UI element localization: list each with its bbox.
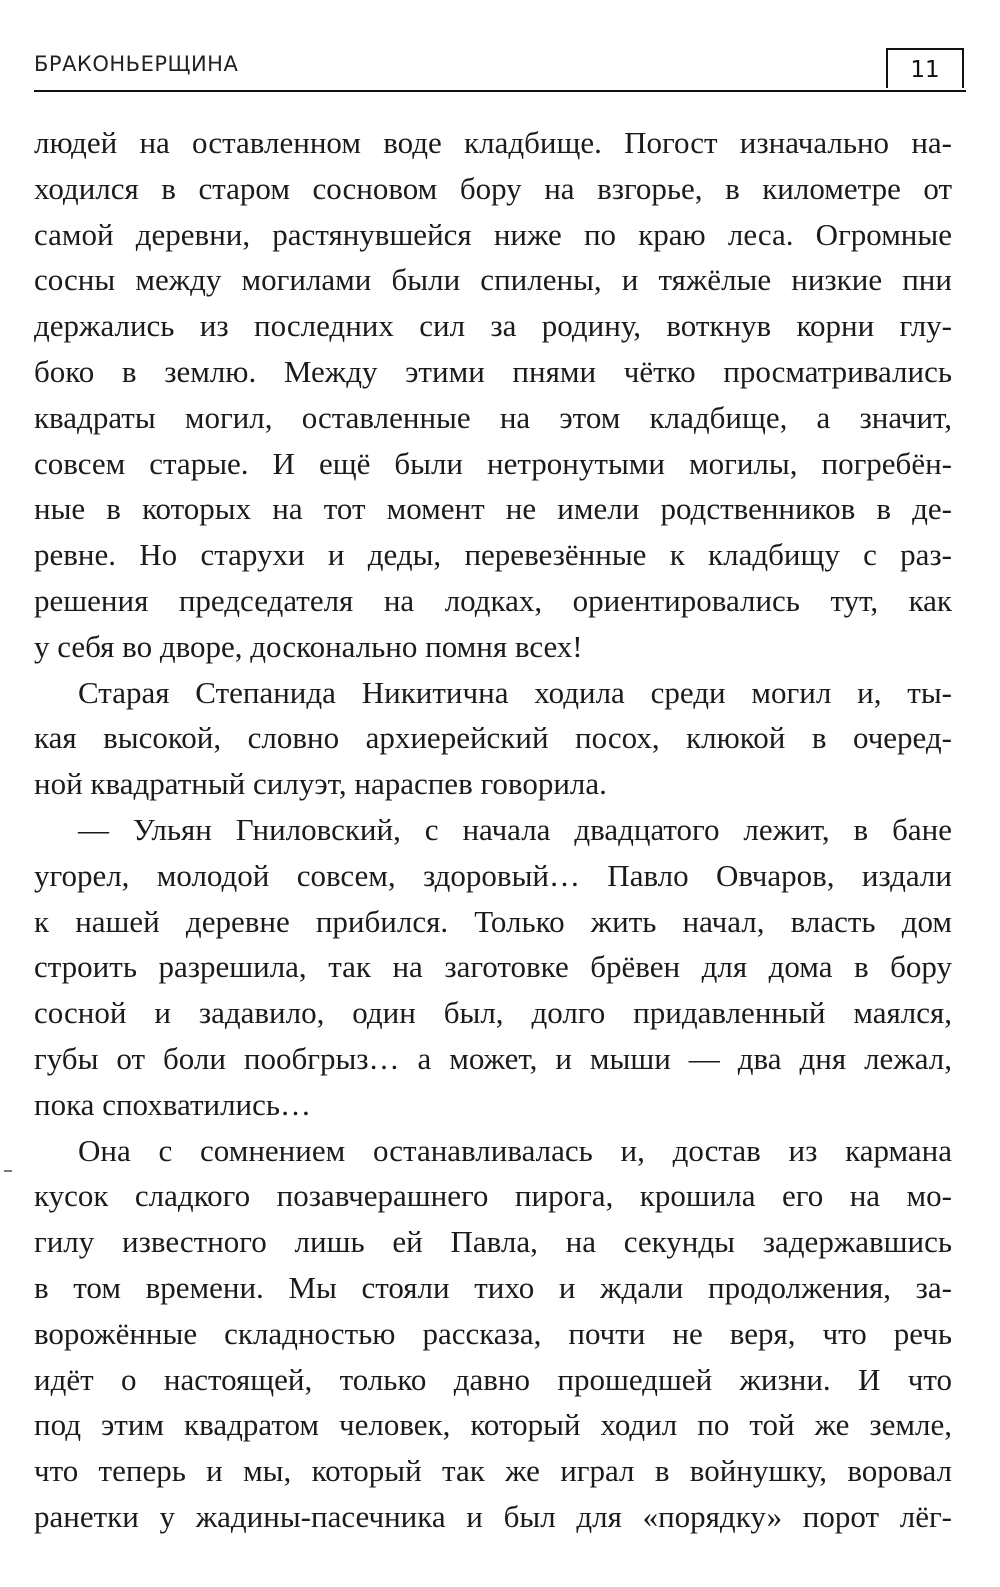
text-line: людей на оставленном воде кладбище. Погост изначально на- [34,125,952,160]
text-line: сосны между могилами были спилены, и тяжёлые низкие пни [34,262,952,298]
text-line: под этим квадратом человек, который ходил по той же земле, [34,1407,952,1443]
text-line: ворожённые складностью рассказа, почти не веря, что речь [34,1315,952,1351]
text-line: идёт о настоящей, только давно прошедшей жизни. И что [34,1361,952,1397]
text-line: у себя во дворе, досконально помня всех! [34,628,583,664]
body-text [34,120,952,1540]
text-line: кая высокой, словно архиерейский посох, клюкой в очеред- [34,720,952,756]
text-line: ные в которых на тот момент не имели родственников в де- [34,491,952,527]
dialogue-start: — Ульян Гниловский, с начала двадцатого лежит, в бане [78,811,952,847]
text-line: губы от боли пообгрыз… а может, и мыши — два дня лежал, [34,1040,952,1076]
text-line: пока спохватились… [34,1086,312,1122]
text-line: квадраты могил, оставленные на этом кладбище, а значит, [34,399,952,435]
text-line: боко в землю. Между этими пнями чётко просматривались [34,353,952,389]
text-line: самой деревни, растянувшейся ниже по краю леса. Огромные [34,216,952,252]
text-line: сосной и задавило, один был, долго придавленный маялся, [34,995,952,1031]
text-line: в том времени. Мы стояли тихо и ждали продолжения, за- [34,1269,952,1305]
text-line: решения председателя на лодках, ориентировались тут, как [34,582,952,618]
running-head [34,48,966,92]
book-title: БРАКОНЬЕРЩИНА [34,52,239,76]
text-line: к нашей деревне прибился. Только жить начал, власть дом [34,903,952,939]
page-number: 11 [886,48,964,88]
text-line: кусок сладкого позавчерашнего пирога, крошила его на мо- [34,1178,952,1214]
text-line: что теперь и мы, который так же играл в войнушку, воровал [34,1453,952,1489]
text-line: гилу известного лишь ей Павла, на секунды задержавшись [34,1224,952,1260]
text-line: ранетки у жадины-пасечника и был для «порядку» порот лёг- [34,1498,952,1534]
margin-mark [4,1170,12,1172]
text-line: строить разрешила, так на заготовке брёвен для дома в бору [34,949,952,985]
paragraph-start: Старая Степанида Никитична ходила среди могил и, ты- [78,674,952,710]
text-line: держались из последних сил за родину, воткнув корни глу- [34,308,952,344]
text-line: ревне. Но старухи и деды, перевезённые к кладбищу с раз- [34,537,952,573]
text-line: угорел, молодой совсем, здоровый… Павло Овчаров, издали [34,857,952,893]
text-line: совсем старые. И ещё были нетронутыми могилы, погребён- [34,445,952,481]
text-line: ходился в старом сосновом бору на взгорье, в километре от [34,170,952,206]
text-line: ной квадратный силуэт, нараспев говорила. [34,766,607,802]
paragraph-start: Она с сомнением останавливалась и, достав из кармана [78,1132,952,1168]
